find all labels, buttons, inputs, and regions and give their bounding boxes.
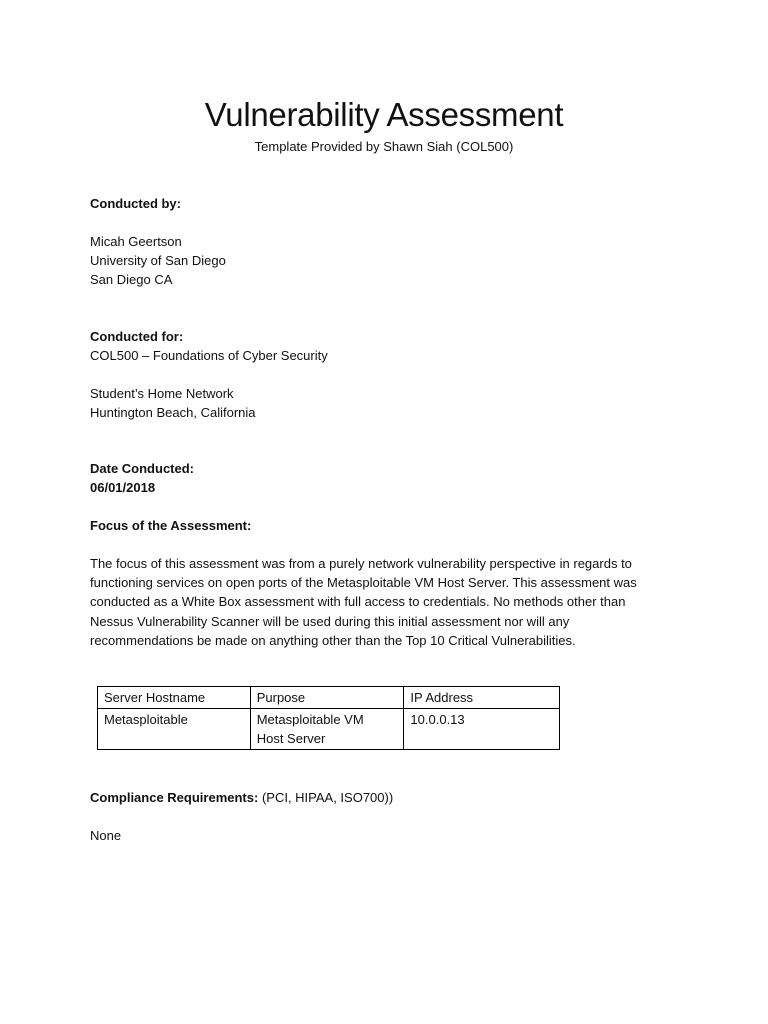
conducted-by-location: San Diego CA xyxy=(90,272,173,287)
header-server-hostname: Server Hostname xyxy=(98,687,251,709)
compliance-line xyxy=(90,788,393,807)
focus-line: Nessus Vulnerability Scanner will be used during this initial assessment nor will any xyxy=(90,613,570,629)
conducted-for-course: COL500 – Foundations of Cyber Security xyxy=(90,348,328,363)
focus-line: functioning services on open ports of the Metasploitable VM Host Server. This assessment was xyxy=(90,575,637,591)
focus-paragraph xyxy=(90,554,680,650)
focus-label: Focus of the Assessment: xyxy=(90,518,252,533)
document-subtitle: Template Provided by Shawn Siah (COL500) xyxy=(254,139,514,154)
header-purpose: Purpose xyxy=(250,687,404,709)
asset-table xyxy=(97,686,560,750)
date-conducted-label: Date Conducted: xyxy=(90,461,194,476)
conducted-by-name: Micah Geertson xyxy=(90,234,182,249)
conducted-for-location: Huntington Beach, California xyxy=(90,405,256,420)
cell-ip-address: 10.0.0.13 xyxy=(404,709,560,750)
document-title: Vulnerability Assessment xyxy=(204,96,564,133)
date-conducted-value: 06/01/2018 xyxy=(90,480,156,495)
table-row xyxy=(98,709,560,750)
table-header-row xyxy=(98,687,560,709)
compliance-label: Compliance Requirements: xyxy=(90,790,259,805)
focus-line: recommendations be made on anything other than the Top 10 Critical Vulnerabilities. xyxy=(90,632,576,648)
compliance-detail: (PCI, HIPAA, ISO700)) xyxy=(258,790,394,805)
conducted-for-network: Student’s Home Network xyxy=(90,386,234,401)
cell-hostname: Metasploitable xyxy=(98,709,251,750)
cell-purpose: Metasploitable VM Host Server xyxy=(250,709,404,750)
focus-line: conducted as a White Box assessment with full access to credentials. No methods other than xyxy=(90,594,626,610)
focus-line: The focus of this assessment was from a purely network vulnerability perspective in regards to xyxy=(90,556,632,571)
conducted-for-label: Conducted for: xyxy=(90,329,184,344)
compliance-value: None xyxy=(90,828,122,843)
conducted-by-label: Conducted by: xyxy=(90,196,181,211)
conducted-by-org: University of San Diego xyxy=(90,253,226,268)
header-ip-address: IP Address xyxy=(404,687,560,709)
